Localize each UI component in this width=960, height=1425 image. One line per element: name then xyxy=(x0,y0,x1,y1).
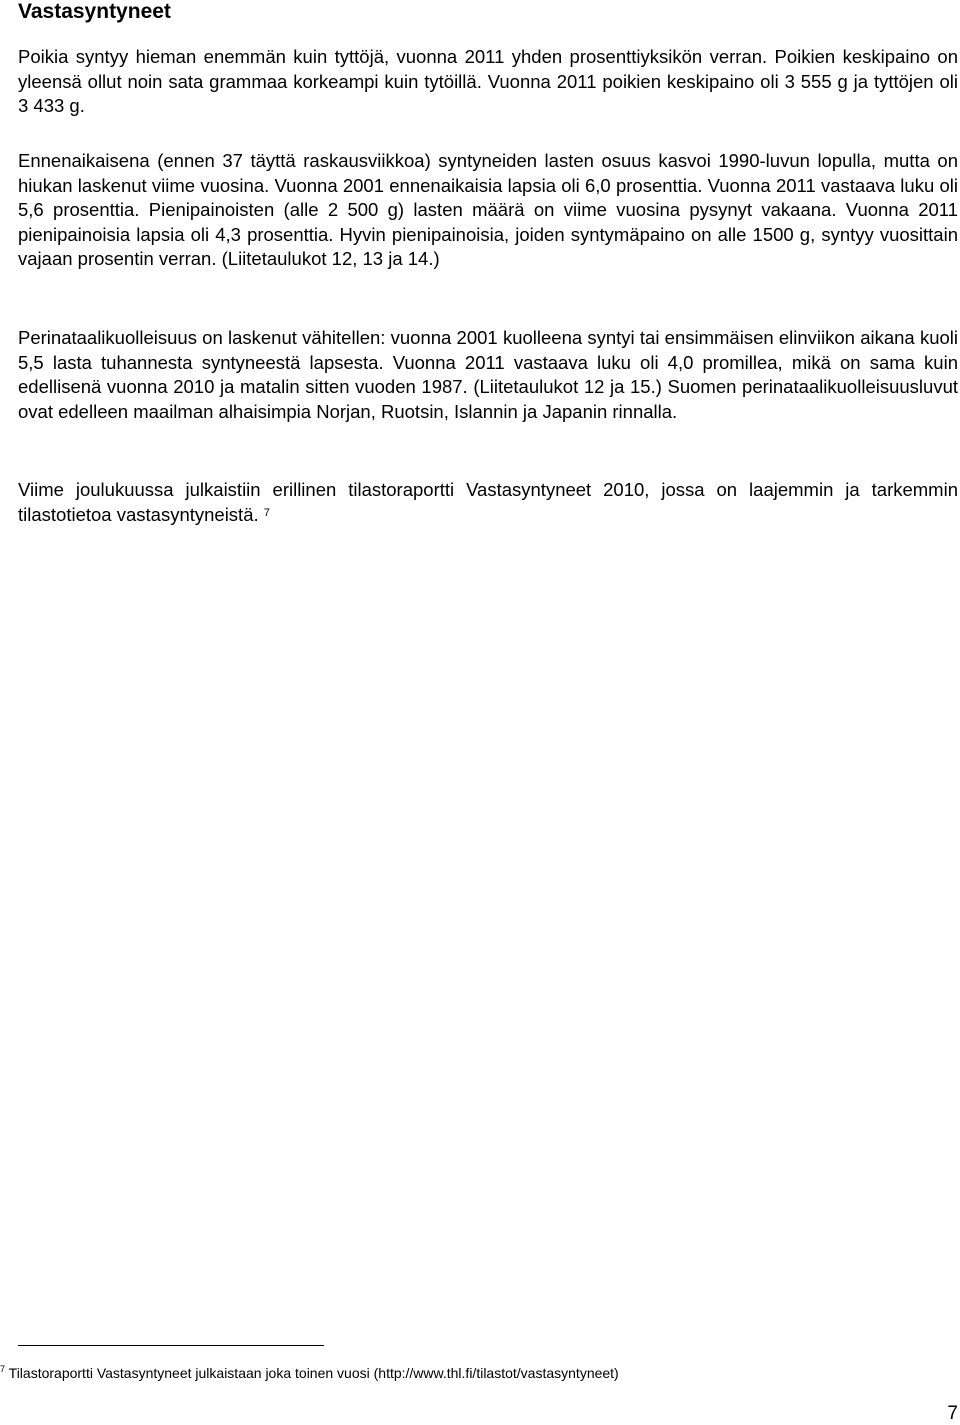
footnote-divider xyxy=(18,1345,324,1346)
footnote xyxy=(0,1364,619,1382)
paragraph-perinatal-mortality: Perinataalikuolleisuus on laskenut vähitellen: vuonna 2001 kuolleena syntyi tai ensimmäisen elinviikon aikana kuoli 5,5 lasta tuhannesta syntyneestä lapsesta. Vuonna 2011 vastaava luku oli 4,0 promillea, mikä on sama kuin edellisenä vuonna 2010 ja matalin sitten vuoden 1987. (Liitetaulukot 12 ja 15.) Suomen perinataalikuolleisuusluvut ovat edelleen maailman alhaisimpia Norjan, Ruotsin, Islannin ja Japanin rinnalla. xyxy=(18,327,958,422)
section-heading: Vastasyntyneet xyxy=(18,0,171,23)
page-number: 7 xyxy=(947,1403,958,1424)
report-reference-text: Viime joulukuussa julkaistiin erillinen tilastoraportti Vastasyntyneet 2010, jossa on laajemmin ja tarkemmin tilastotietoa vastasyntyneistä. xyxy=(18,479,958,525)
footnote-reference: 7 xyxy=(263,506,270,519)
paragraph-premature-births: Ennenaikaisena (ennen 37 täyttä raskausviikkoa) syntyneiden lasten osuus kasvoi 1990-luvun lopulla, mutta on hiukan laskenut viime vuosina. Vuonna 2001 ennenaikaisia lapsia oli 6,0 prosenttia. Vuonna 2011 vastaava luku oli 5,6 prosenttia. Pienipainoisten (alle 2 500 g) lasten määrä on viime vuosina pysynyt vakaana. Vuonna 2011 pienipainoisia lapsia oli 4,3 prosenttia. Hyvin pienipainoisia, joiden syntymäpaino on alle 1500 g, syntyy vuosittain vajaan prosentin verran. (Liitetaulukot 12, 13 ja 14.) xyxy=(18,150,958,270)
footnote-text: Tilastoraportti Vastasyntyneet julkaistaan joka toinen vuosi (http://www.thl.fi/tilastot/vastasyntyneet) xyxy=(8,1365,619,1381)
paragraph-birth-weight: Poikia syntyy hieman enemmän kuin tyttöjä, vuonna 2011 yhden prosenttiyksikön verran. Poikien keskipaino on yleensä ollut noin sata grammaa korkeampi kuin tytöillä. Vuonna 2011 poikien keskipaino oli 3 555 g ja tyttöjen oli 3 433 g. xyxy=(18,46,958,117)
footnote-marker: 7 xyxy=(0,1364,6,1374)
paragraph-report-reference xyxy=(18,478,958,527)
